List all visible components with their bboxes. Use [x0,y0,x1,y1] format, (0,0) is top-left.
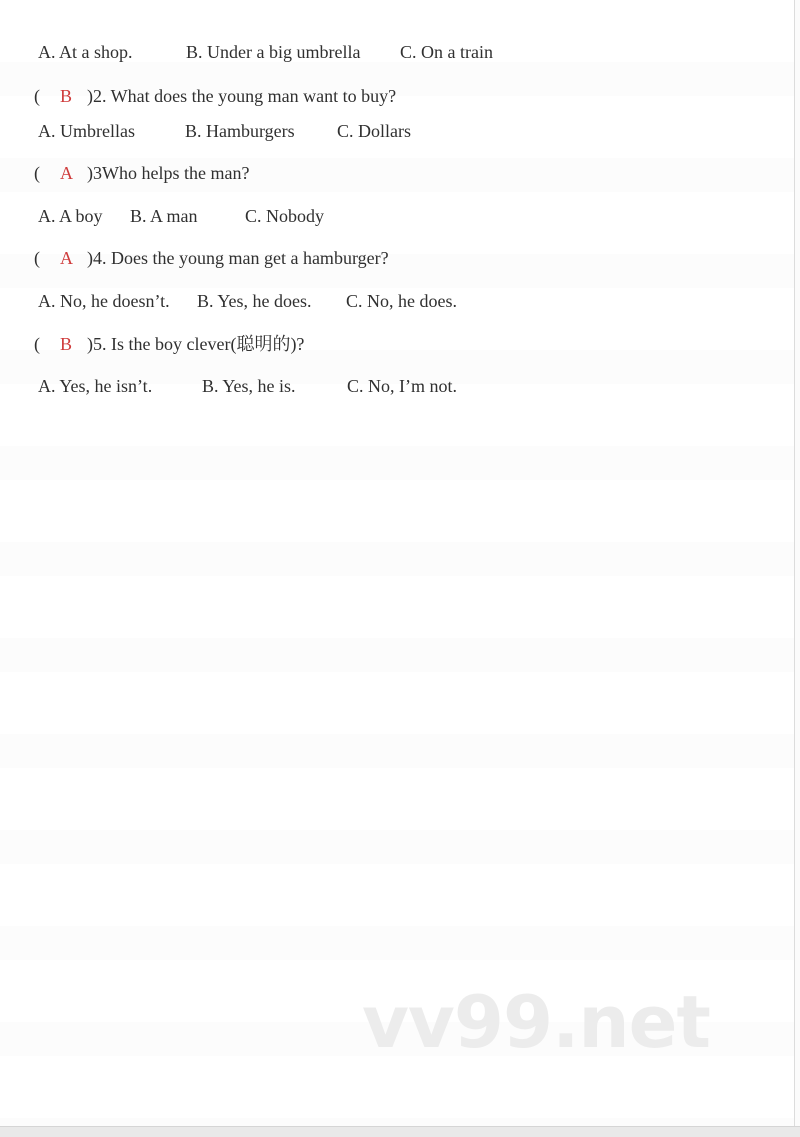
paren-open: ( [34,86,40,106]
option-item: C. Dollars [337,121,411,141]
question-row [0,333,794,355]
options-row [0,205,794,227]
paren-open: ( [34,248,40,268]
options-row [0,290,794,312]
option-item: C. Nobody [245,206,325,226]
option-item: B. A man [130,206,198,226]
option-item: B. Yes, he is. [202,376,296,396]
option-item: C. No, I’m not. [347,376,457,396]
question-text: )4. Does the young man get a hamburger? [87,248,389,268]
answer-letter: B [60,334,73,354]
option-item: A. Yes, he isn’t. [38,376,153,396]
question-text: )5. Is the boy clever(聪明的)? [87,334,305,354]
option-item: A. Umbrellas [38,121,135,141]
question-text: )3Who helps the man? [87,163,250,183]
option-item: B. Yes, he does. [197,291,312,311]
answer-letter: B [60,86,73,106]
option-item: C. No, he does. [346,291,457,311]
option-item: A. At a shop. [38,42,133,62]
option-item: A. No, he doesn’t. [38,291,170,311]
options-row [0,41,794,63]
answer-letter: A [60,163,73,183]
paren-open: ( [34,334,40,354]
options-row [0,375,794,397]
option-item: B. Under a big umbrella [186,42,361,62]
answer-letter: A [60,248,73,268]
viewer-bottom-bar [0,1126,800,1137]
options-row [0,120,794,142]
watermark-text: vv99.net [362,980,710,1064]
question-row [0,247,794,269]
question-row [0,85,794,107]
option-item: A. A boy [38,206,103,226]
question-row [0,162,794,184]
paren-open: ( [34,163,40,183]
option-item: C. On a train [400,42,493,62]
option-item: B. Hamburgers [185,121,295,141]
question-text: )2. What does the young man want to buy? [87,86,397,106]
